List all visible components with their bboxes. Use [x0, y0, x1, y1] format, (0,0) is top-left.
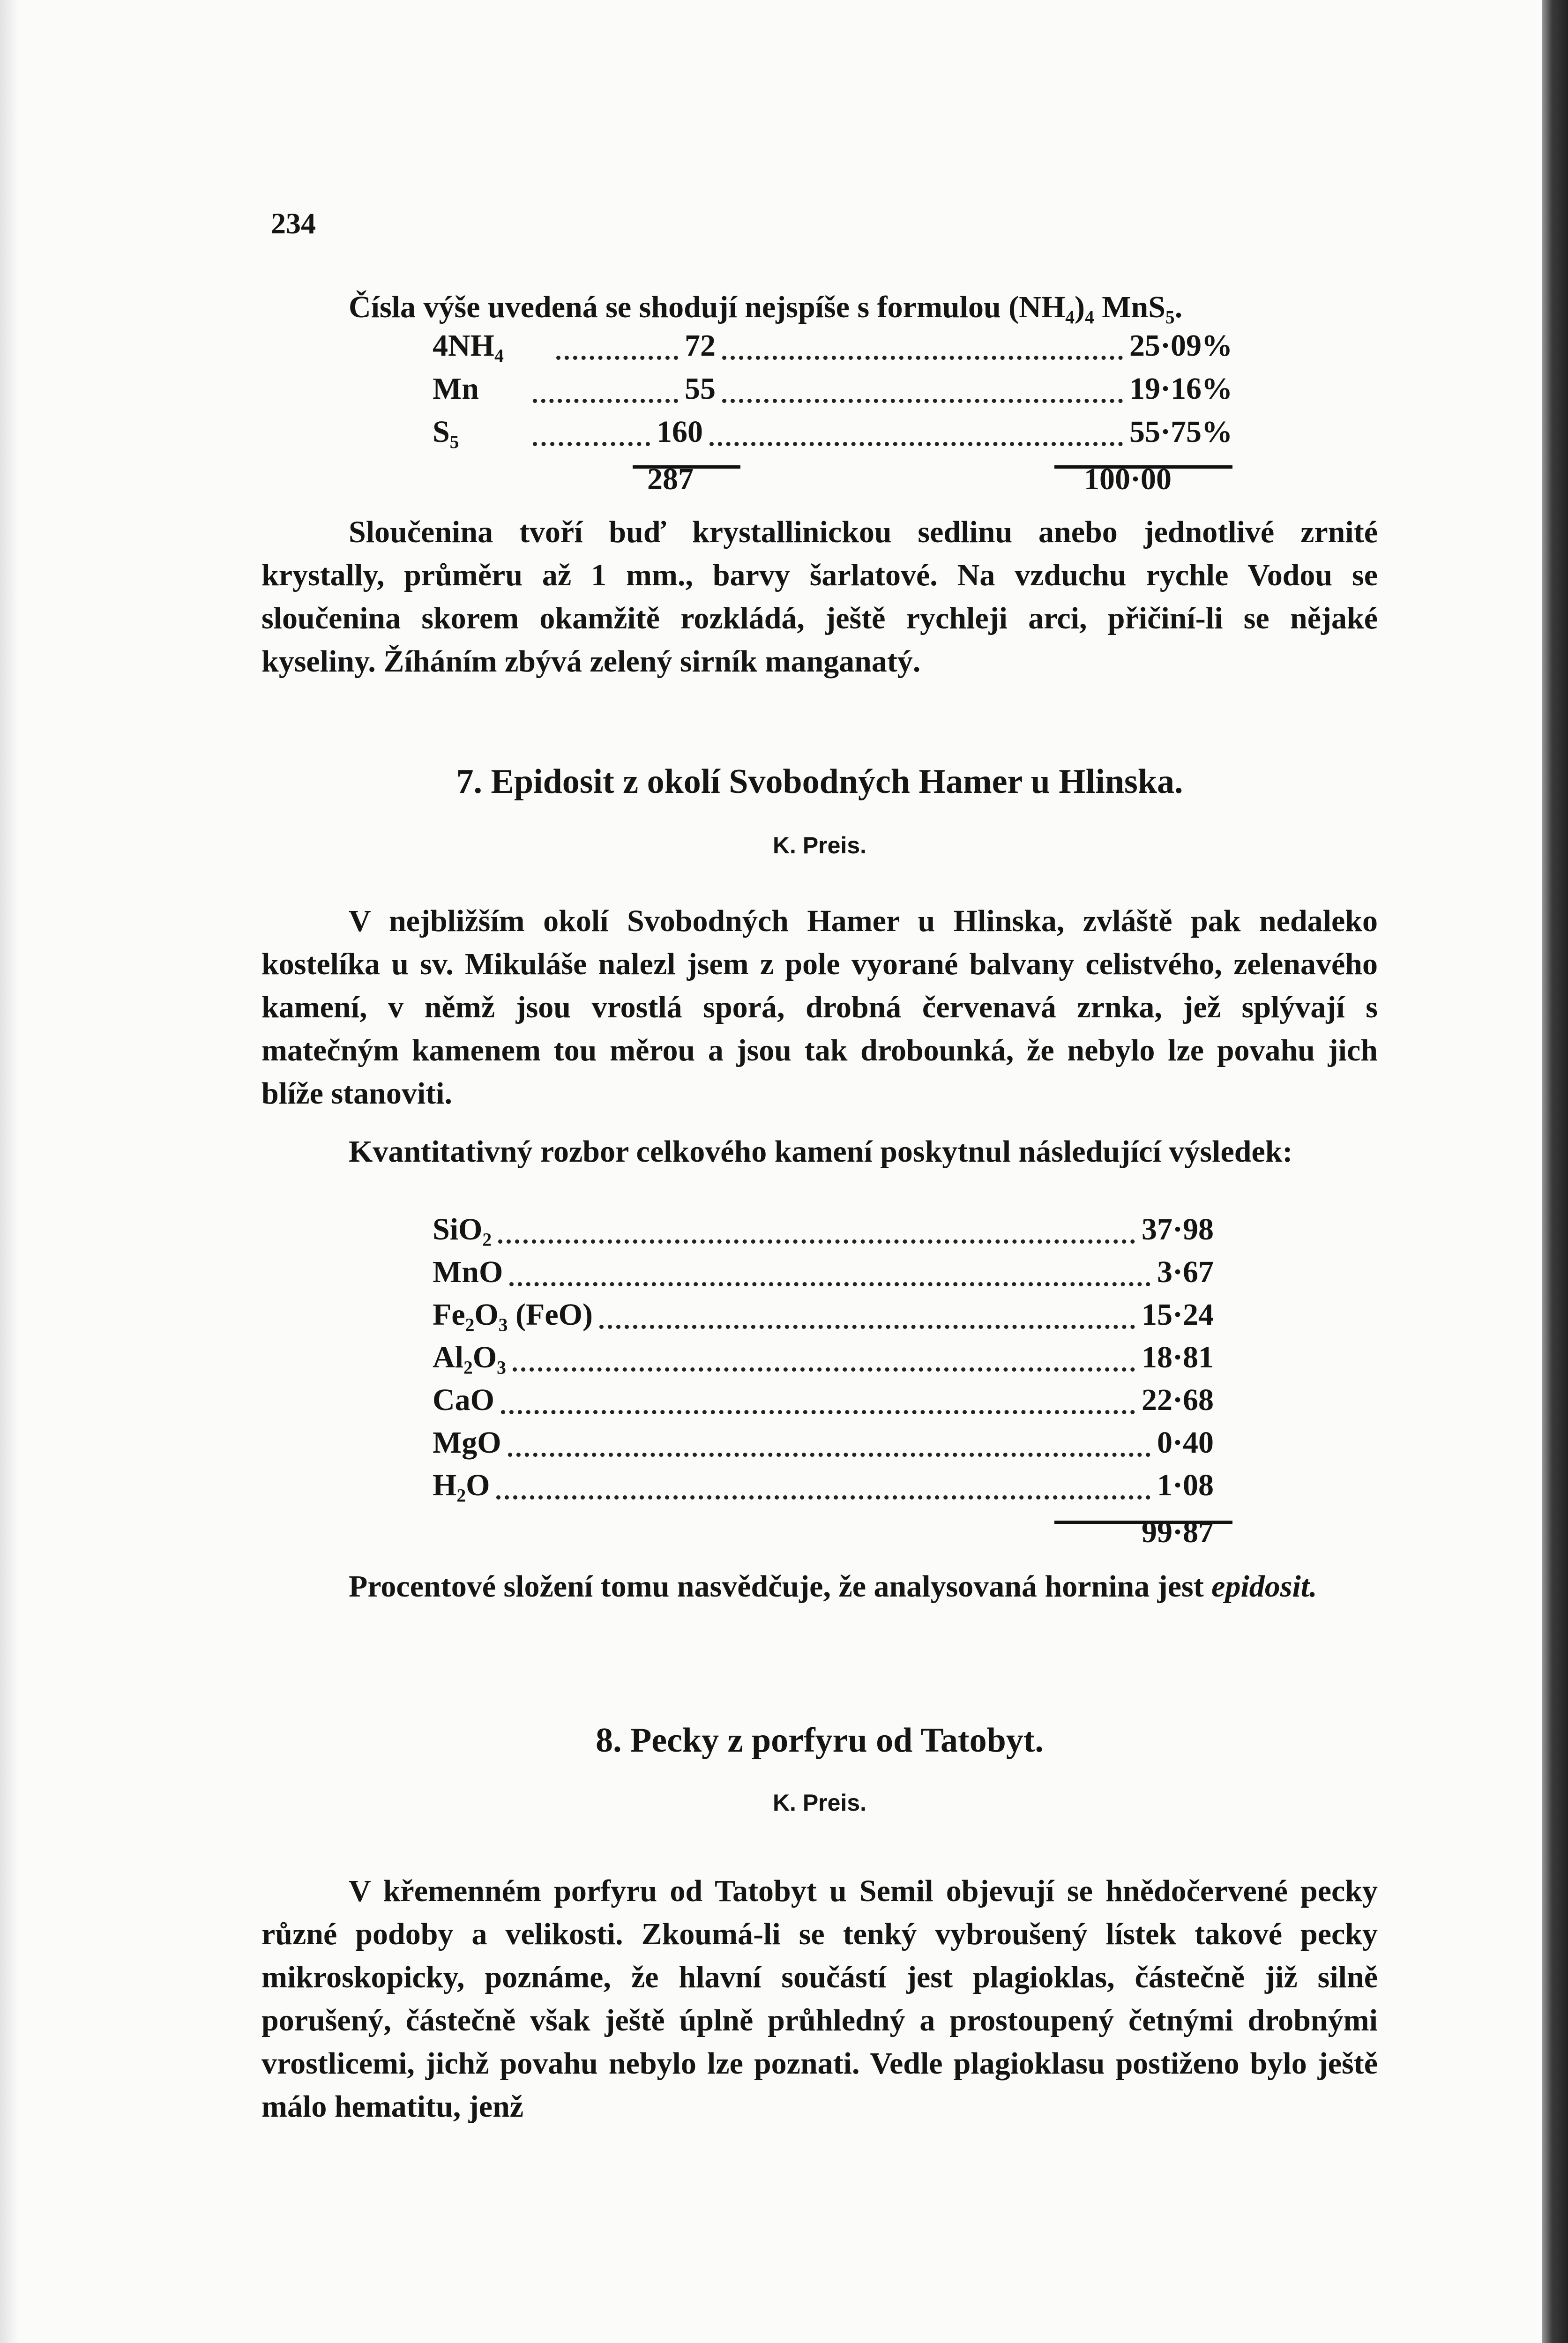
compound-value: 1·08 [1157, 1468, 1214, 1502]
table1-row: 4NH₄ 72 25·09% [433, 328, 1232, 363]
analysis-row [433, 1297, 1214, 1340]
compound-label: Fe₂O₃ (FeO) [433, 1298, 593, 1332]
section-author: K. Preis. [772, 832, 867, 858]
compound-label: Al₂O₃ [433, 1340, 506, 1374]
paragraph: V křemenném porfyru od Tatobyt u Semil objevují se hnědočervené pecky různé podoby a velikosti. Zkoumá-li se tenký vybroušený lístek takové pecky mikroskopicky, poznáme, že hlavní součástí jest plagioklas, částečně již silně porušený, částečně však ještě úplně průhledný a prostoupený četnými drobnými vrostlicemi, jichž povahu nebylo lze poznati. Vedle plagioklasu postiženo bylo ještě málo hematitu, jenž [261, 1874, 1378, 2124]
intro-paragraph: Čísla výše uvedená se shodují nejspíše s formulou (NH₄)₄ MnS₅. [349, 290, 1183, 324]
italic-term: epidosit. [1211, 1569, 1317, 1604]
analysis-row [433, 1212, 1214, 1255]
table1-row: Mn 55 19·16% [433, 372, 1232, 406]
analysis-row [433, 1468, 1214, 1511]
section-heading: 8. Pecky z porfyru od Tatobyt. [596, 1721, 1044, 1760]
page-number: 234 [271, 207, 316, 240]
paragraph: V nejbližším okolí Svobodných Hamer u Hlinska, zvláště pak nedaleko kostelíka u sv. Mikuláše nalezl jsem z pole vyorané balvany celistvého, zelenavého kamení, v němž jsou vrostlá sporá, drobná červenavá zrnka, jež splývají s matečným kamenem tou měrou a jsou tak drobounká, že nebylo lze povahu jich blíže stanoviti. [261, 904, 1378, 1111]
compound-label: CaO [433, 1383, 494, 1417]
paragraph: Procentové složení tomu nasvědčuje, že analysovaná hornina jest epidosit. [349, 1569, 1317, 1604]
scan-edge-right [1542, 0, 1568, 2343]
compound-value: 15·24 [1141, 1298, 1214, 1332]
compound-value: 37·98 [1141, 1212, 1214, 1246]
section-author: K. Preis. [772, 1790, 867, 1816]
analysis-row [433, 1382, 1214, 1425]
compound-value: 3·67 [1157, 1255, 1214, 1289]
table1-row: S₅ 160 55·75% [433, 415, 1232, 449]
paragraph: Sloučenina tvoří buď krystallinickou sedlinu anebo jednotlivé zrnité krystally, průměru až 1 mm., barvy šarlatové. Na vzduchu rychle Vodou se sloučenina skorem okamžitě rozkládá, ještě rychleji arci, přičiní-li se nějaké kyseliny. Žíháním zbývá zelený sirník manganatý. [261, 515, 1378, 679]
total-pct: 100·00 [1083, 462, 1172, 496]
compound-value: 0·40 [1157, 1425, 1214, 1460]
compound-label: MnO [433, 1255, 503, 1289]
analysis-row [433, 1340, 1214, 1383]
scan-edge-left [0, 0, 19, 2343]
analysis-row [433, 1254, 1214, 1298]
total-mass: 287 [647, 462, 694, 496]
compound-value: 22·68 [1141, 1383, 1214, 1417]
analysis-total: 99·87 [1141, 1515, 1214, 1549]
compound-label: MgO [433, 1425, 501, 1460]
analysis-row [433, 1425, 1214, 1468]
compound-label: H₂O [433, 1468, 490, 1502]
compound-label: SiO₂ [433, 1212, 492, 1246]
section-heading: 7. Epidosit z okolí Svobodných Hamer u Hlinska. [456, 762, 1183, 801]
compound-value: 18·81 [1141, 1340, 1214, 1374]
paragraph: Kvantitativný rozbor celkového kamení poskytnul následující výsledek: [349, 1134, 1293, 1169]
